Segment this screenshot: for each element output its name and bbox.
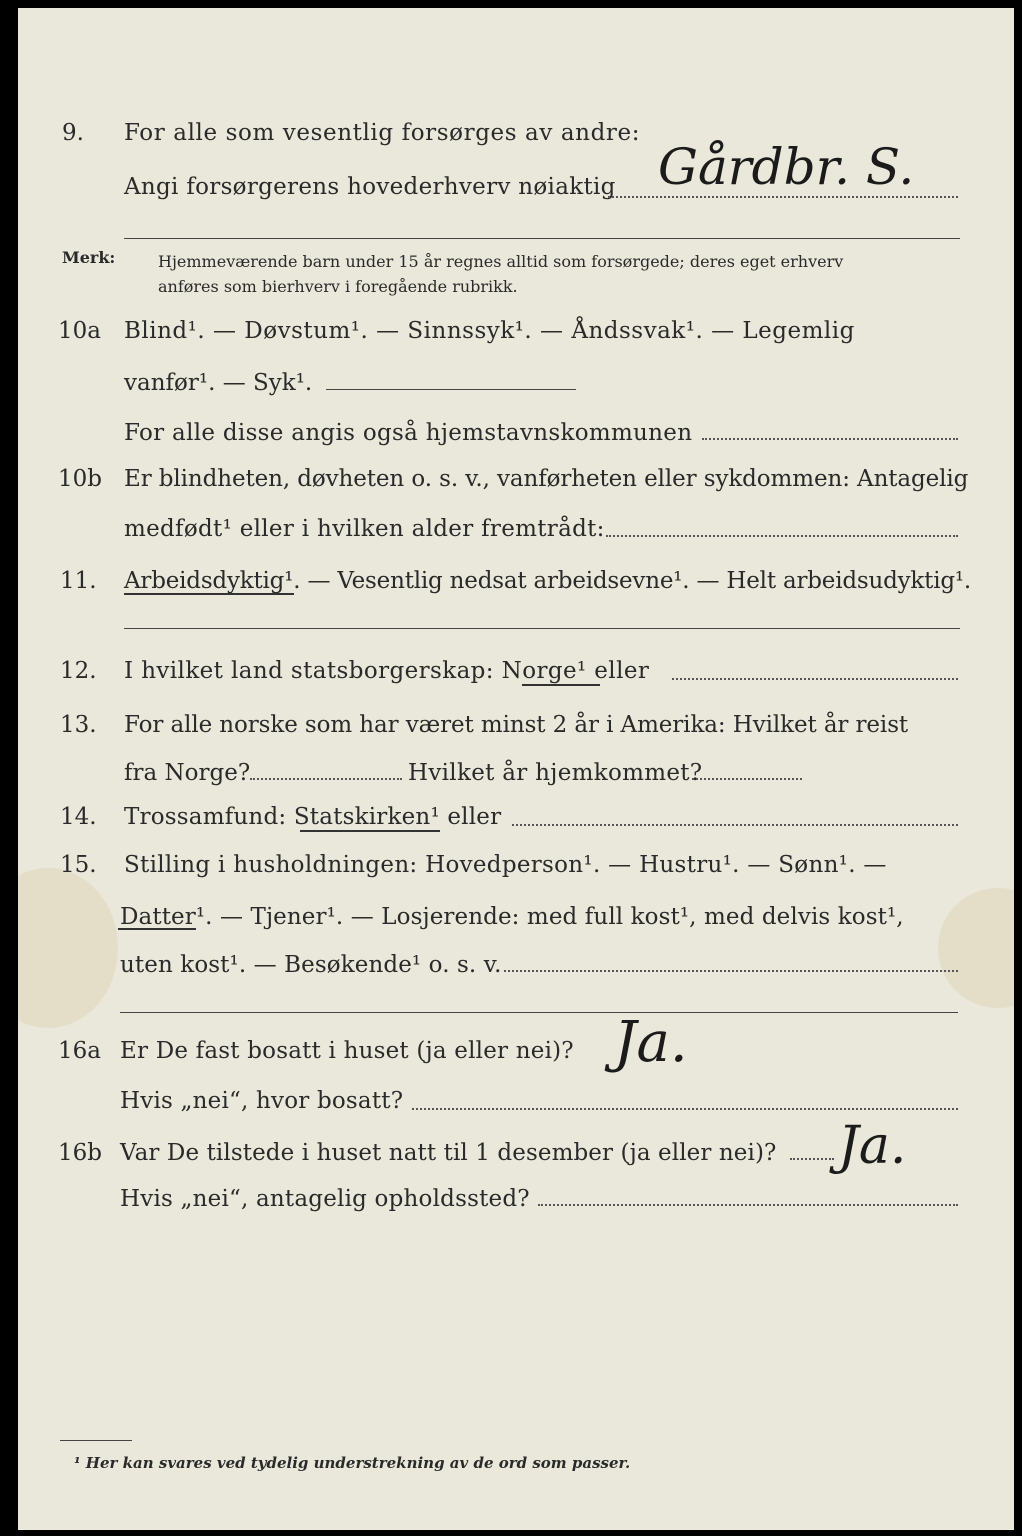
q9-line2: Angi forsørgerens hovederhverv nøiaktig — [124, 174, 616, 200]
census-form-page — [18, 8, 1014, 1530]
q10a-line2: vanfør¹. — Syk¹. — [124, 370, 313, 396]
q12-answer-line — [672, 678, 958, 680]
q14-underline-statskirken — [300, 830, 440, 832]
q14-line1: Trossamfund: Statskirken¹ eller — [124, 804, 502, 830]
q15-line2: Datter¹. — Tjener¹. — Losjerende: med full kost¹, med delvis kost¹, — [120, 904, 904, 930]
q16b-opholdssted-line — [538, 1204, 958, 1206]
q15-underline-datter — [118, 928, 196, 930]
q13-line1: For alle norske som har været minst 2 år i Amerika: Hvilket år reist — [124, 712, 909, 738]
q14-number: 14. — [60, 804, 97, 830]
q10b-line2: medfødt¹ eller i hvilken alder fremtrådt: — [124, 516, 605, 542]
q14-answer-line — [512, 824, 958, 826]
q16a-answer-line — [412, 1108, 958, 1110]
q10b-line1: Er blindheten, døvheten o. s. v., vanførheten eller sykdommen: Antagelig — [124, 466, 969, 492]
q16a-number: 16a — [58, 1038, 101, 1064]
q13-line2a: fra Norge? — [124, 760, 251, 786]
q11-underline-arbeidsdyktig — [124, 593, 294, 595]
q11-extra-line — [124, 628, 960, 629]
q13-number: 13. — [60, 712, 97, 738]
q13-hjemkommet-line — [692, 778, 802, 780]
q16b-answer-line — [790, 1158, 834, 1160]
q10a-syk-line — [326, 389, 576, 390]
q13-line2b: Hvilket år hjemkommet? — [408, 760, 703, 786]
q12-underline-norge — [522, 684, 600, 686]
q11-line1: Arbeidsdyktig¹. — Vesentlig nedsat arbeidsevne¹. — Helt arbeidsudyktig¹. — [124, 568, 972, 594]
q16a-handwritten-answer: Ja. — [614, 1010, 688, 1075]
q12-line1: I hvilket land statsborgerskap: Norge¹ eller — [124, 658, 650, 684]
q16a-line1: Er De fast bosatt i huset (ja eller nei)? — [120, 1038, 574, 1064]
footnote: ¹ Her kan svares ved tydelig understrekning av de ord som passer. — [74, 1454, 631, 1472]
q9-handwritten-answer: Gårdbr. S. — [658, 138, 915, 196]
q10b-answer-line — [606, 535, 958, 537]
q10a-line3: For alle disse angis også hjemstavnskommunen — [124, 420, 693, 446]
q15-line3: uten kost¹. — Besøkende¹ o. s. v. — [120, 952, 502, 978]
q12-number: 12. — [60, 658, 97, 684]
q16b-handwritten-answer: Ja. — [838, 1116, 907, 1176]
paper-stain — [18, 868, 118, 1028]
merk-line2: anføres som bierhverv i foregående rubrikk. — [158, 277, 518, 296]
q9-answer-line — [608, 196, 958, 198]
q15-number: 15. — [60, 852, 97, 878]
q16b-line1: Var De tilstede i huset natt til 1 desember (ja eller nei)? — [120, 1140, 777, 1166]
q15-answer-line — [504, 970, 958, 972]
q9-extra-line — [124, 238, 960, 239]
q15-line1: Stilling i husholdningen: Hovedperson¹. — Hustru¹. — Sønn¹. — — [124, 852, 887, 878]
q11-number: 11. — [60, 568, 97, 594]
q10a-line1: Blind¹. — Døvstum¹. — Sinnssyk¹. — Åndssvak¹. — Legemlig — [124, 318, 855, 344]
q16b-line2: Hvis „nei“, antagelig opholdssted? — [120, 1186, 530, 1212]
q9-number: 9. — [62, 120, 84, 146]
q13-reist-line — [250, 778, 402, 780]
paper-stain — [938, 888, 1014, 1008]
q9-line1: For alle som vesentlig forsørges av andre: — [124, 120, 641, 146]
footnote-separator — [60, 1440, 132, 1441]
merk-line1: Hjemmeværende barn under 15 år regnes alltid som forsørgede; deres eget erhverv — [158, 252, 844, 271]
q10a-hjemstavn-line — [702, 438, 958, 440]
q15-extra-line — [120, 1012, 958, 1013]
merk-label: Merk: — [62, 248, 116, 267]
q16b-number: 16b — [58, 1140, 102, 1166]
q10b-number: 10b — [58, 466, 102, 492]
q16a-line2: Hvis „nei“, hvor bosatt? — [120, 1088, 404, 1114]
q10a-number: 10a — [58, 318, 101, 344]
